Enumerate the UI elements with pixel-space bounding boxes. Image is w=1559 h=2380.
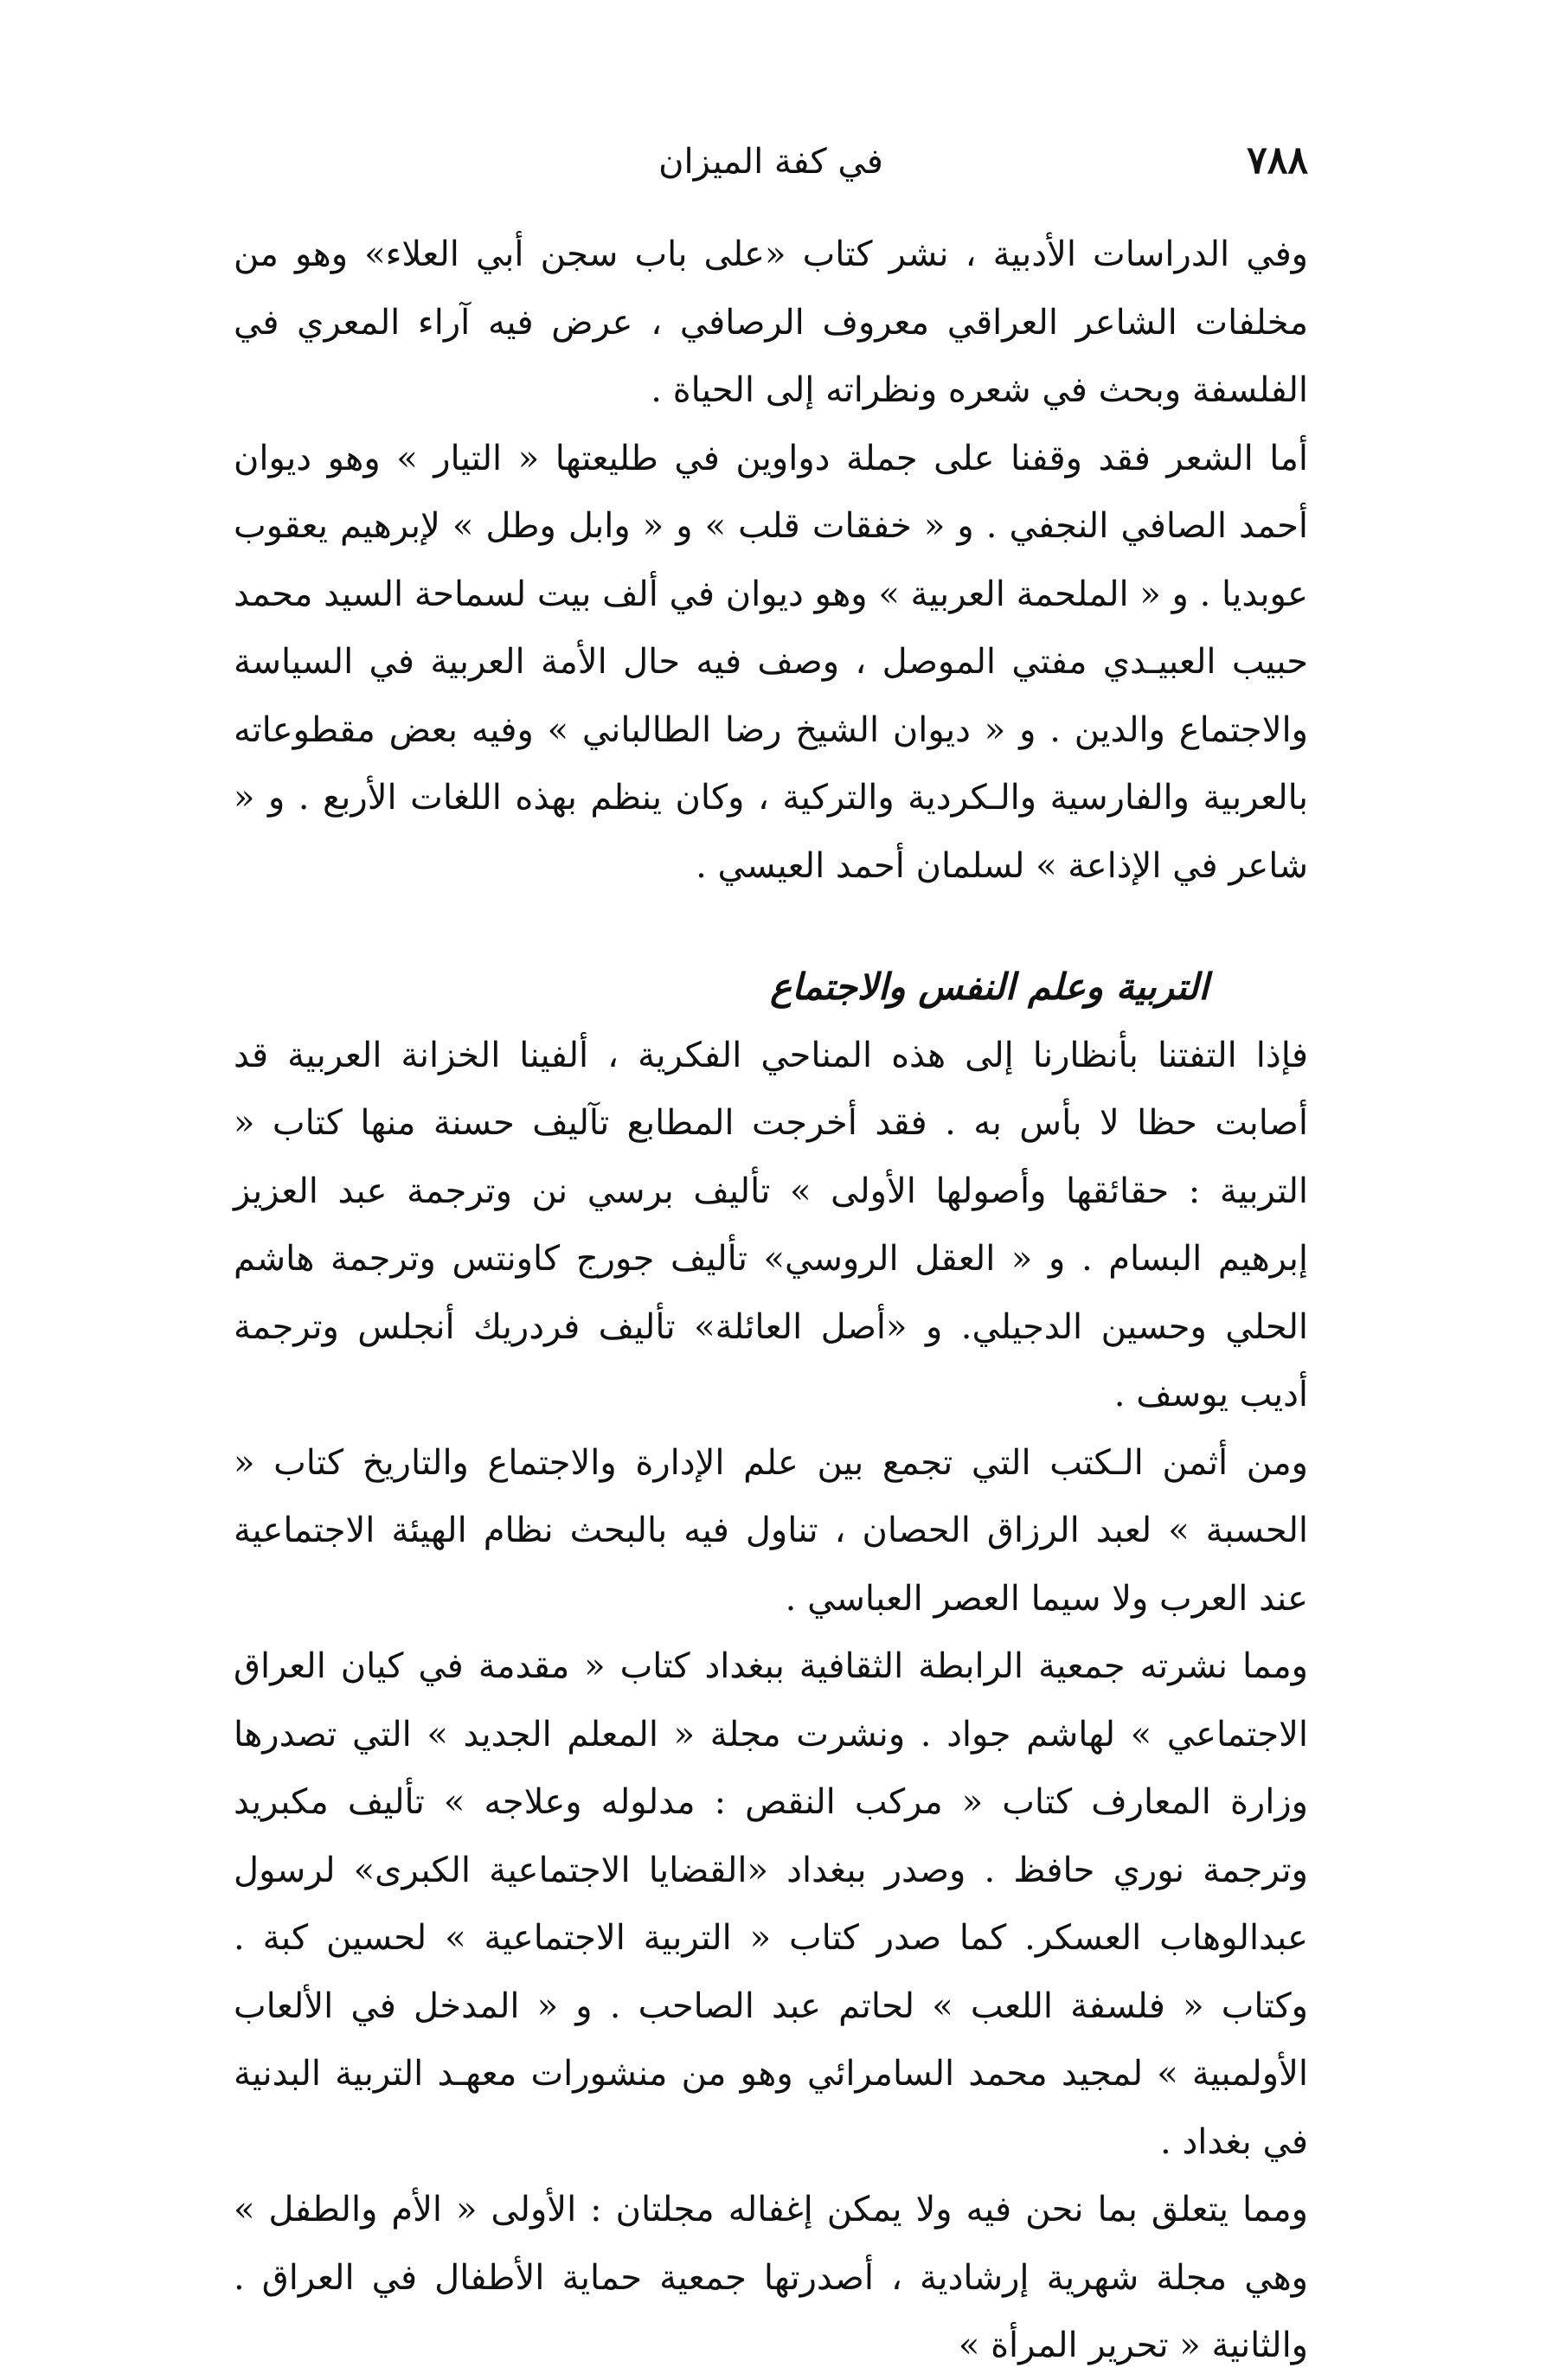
paragraph-poetry: أما الشعر فقد وقفنا على جملة دواوين في طليعتها « التيار » وهو ديوان أحمد الصافي النجفي . و « خفقات قلب » و « وابل وطل » لإبرهيم يعقوب عوبديا . و « الملحمة العربية » وهو ديوان في ألف بيت لسماحة السيد محمد حبيب العبيـدي مفتي الموصل ، وصف فيه حال الأمة العربية في السياسة والاجتماع والدين . و « ديوان الشيخ رضا الطالباني » وفيه بعض مقطوعاته بالعربية والفارسية والـكردية والتركية ، وكان ينظم بهذه اللغات الأربع . و « شاعر في الإذاعة » لسلمان أحمد العيسي . — [234, 438, 1308, 886]
page-body — [234, 221, 1308, 2380]
paragraph-literary-studies: وفي الدراسات الأدبية ، نشر كتاب «على باب سجن أبي العلاء» وهو من مخلفات الشاعر العراقي معروف الرصافي ، عرض فيه آراء المعري في الفلسفة وبحث في شعره ونظراته إلى الحياة . — [234, 234, 1308, 410]
page-number: ٧٨٨ — [1247, 138, 1308, 183]
paragraph-cultural-association: ومما نشرته جمعية الرابطة الثقافية ببغداد كتاب « مقدمة في كيان العراق الاجتماعي » لهاشم جواد . ونشرت مجلة « المعلم الجديد » التي تصدرها وزارة المعارف كتاب « مركب النقص : مدلوله وعلاجه » تأليف مكبريد وترجمة نوري حافظ . وصدر ببغداد «القضايا الاجتماعية الكبرى» لرسول عبدالوهاب العسكر. كما صدر كتاب « التربية الاجتماعية » لحسين كبة . وكتاب « فلسفة اللعب » لحاتم عبد الصاحب . و « المدخل في الألعاب الأولمبية » لمجيد محمد السامرائي وهو من منشورات معهـد التربية البدنية في بغداد . — [234, 1646, 1308, 2162]
page-header — [234, 130, 1308, 199]
running-title: في كفة الميزان — [658, 142, 883, 182]
paragraph-hisba-book: ومن أثمن الـكتب التي تجمع بين علم الإدارة والاجتماع والتاريخ كتاب « الحسبة » لعبد الرزاق الحصان ، تناول فيه بالبحث نظام الهيئة الاجتماعية عند العرب ولا سيما العصر العباسي . — [234, 1442, 1308, 1619]
paragraph-magazines: ومما يتعلق بما نحن فيه ولا يمكن إغفاله مجلتان : الأولى « الأم والطفل » وهي مجلة شهرية إرشادية ، أصدرتها جمعية حماية الأطفال في العراق . والثانية « تحرير المرأة » — [234, 2190, 1308, 2365]
section-heading: التربية وعلم النفس والاجتماع — [770, 965, 1209, 1008]
paragraph-education-books: فإذا التفتنا بأنظارنا إلى هذه المناحي الفكرية ، ألفينا الخزانة العربية قد أصابت حظا لا بأس به . فقد أخرجت المطابع تآليف حسنة منها كتاب « التربية : حقائقها وأصولها الأولى » تأليف برسي نن وترجمة عبد العزيز إبرهيم البسام . و « العقل الروسي» تأليف جورج كاونتس وترجمة هاشم الحلي وحسين الدجيلي. و «أصل العائلة» تأليف فردريك أنجلس وترجمة أديب يوسف . — [234, 1035, 1308, 1415]
